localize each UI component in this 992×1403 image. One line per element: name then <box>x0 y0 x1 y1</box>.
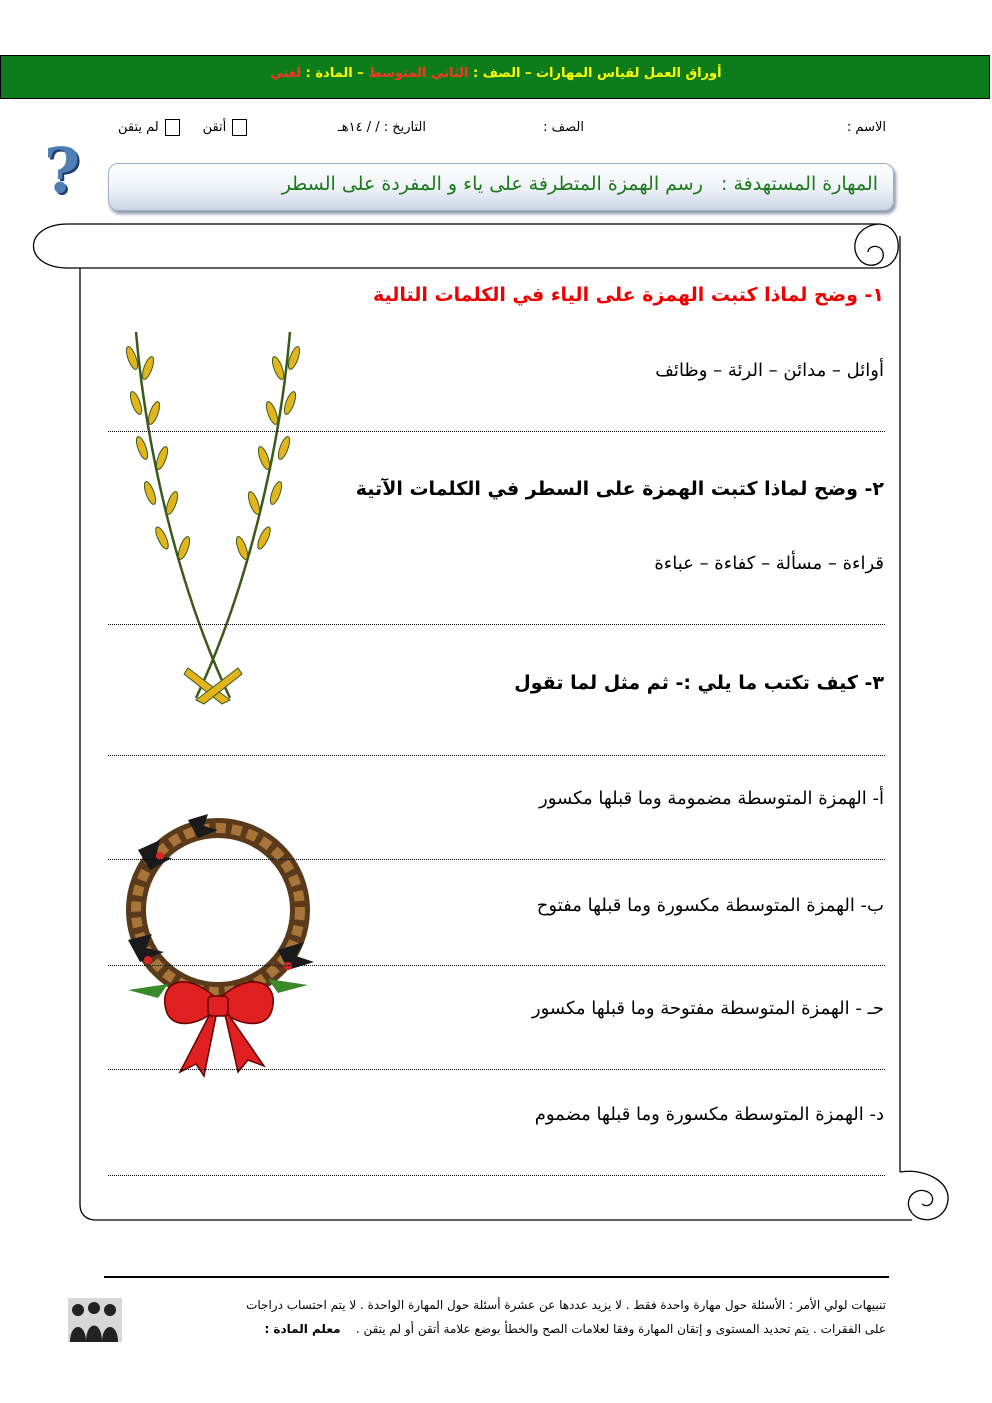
mastered-label: أتقن <box>202 120 227 135</box>
scroll-bottom-curl <box>900 1171 948 1219</box>
answer-line[interactable] <box>108 1069 885 1070</box>
footer-note-line-1: تنبيهات لولي الأمر : الأسئلة حول مهارة واحدة فقط . لا يزيد عددها عن عشرة أسئلة حول المهارة الواحدة . لا يتم احتساب دراجات <box>246 1298 886 1312</box>
banner-worksheet-title: أوراق العمل لقياس المهارات <box>535 66 722 81</box>
wheat-decoration-icon <box>118 328 308 708</box>
question-3-item-b: ب- الهمزة المتوسطة مكسورة وما قبلها مفتوح <box>536 895 884 916</box>
answer-line[interactable] <box>108 1175 885 1176</box>
skill-text: رسم الهمزة المتطرفة على ياء و المفردة على السطر <box>281 173 703 195</box>
banner-grade-label: الصف : <box>468 66 521 81</box>
footer-note-text: على الفقرات . يتم تحديد المستوى و إتقان المهارة وفقا لعلامات الصح والخطأ بوضع علامة أتقن أو لم يتقن . <box>355 1322 886 1336</box>
answer-line[interactable] <box>108 965 885 966</box>
answer-line[interactable] <box>108 431 885 432</box>
answer-line[interactable] <box>108 755 885 756</box>
banner-separator: – <box>352 66 369 81</box>
banner-subject-value: لغتي <box>270 66 302 81</box>
question-mark-icon: ? <box>44 134 81 207</box>
answer-line[interactable] <box>108 859 885 860</box>
teachers-logo-icon <box>68 1298 122 1342</box>
question-3-item-d: د- الهمزة المتوسطة مكسورة وما قبلها مضموم <box>534 1104 884 1125</box>
scroll-top-curl <box>34 224 899 268</box>
answer-line[interactable] <box>108 624 885 625</box>
wreath-decoration-icon <box>108 810 333 1080</box>
banner-separator: – <box>520 66 536 81</box>
class-label: الصف : <box>543 120 584 135</box>
name-label: الاسم : <box>846 120 886 135</box>
date-label: التاريخ : / / ١٤هـ <box>337 120 426 135</box>
banner-subject-label: المادة : <box>301 66 353 81</box>
skill-label: المهارة المستهدفة : <box>721 173 878 195</box>
footer-note-line-2 <box>264 1322 886 1336</box>
question-1-title: ١- وضح لماذا كتبت الهمزة على الياء في الكلمات التالية <box>372 284 884 306</box>
footer-divider <box>104 1276 889 1278</box>
banner-grade-value: الثاني المتوسط <box>368 66 469 81</box>
question-3-title: ٣- كيف تكتب ما يلي :- ثم مثل لما تقول <box>514 672 884 694</box>
question-2-title: ٢- وضح لماذا كتبت الهمزة على السطر في الكلمات الآتية <box>355 478 884 500</box>
question-3-item-c: حـ - الهمزة المتوسطة مفتوحة وما قبلها مكسور <box>531 998 884 1019</box>
question-3-item-a: أ- الهمزة المتوسطة مضمومة وما قبلها مكسور <box>539 788 884 809</box>
not-mastered-label: لم يتقن <box>118 120 159 135</box>
question-2-words: قراءة – مسألة – كفاءة – عباءة <box>654 553 884 574</box>
question-1-words: أوائل – مدائن – الرئة – وظائف <box>655 360 884 381</box>
teacher-label: معلم المادة : <box>264 1322 341 1336</box>
